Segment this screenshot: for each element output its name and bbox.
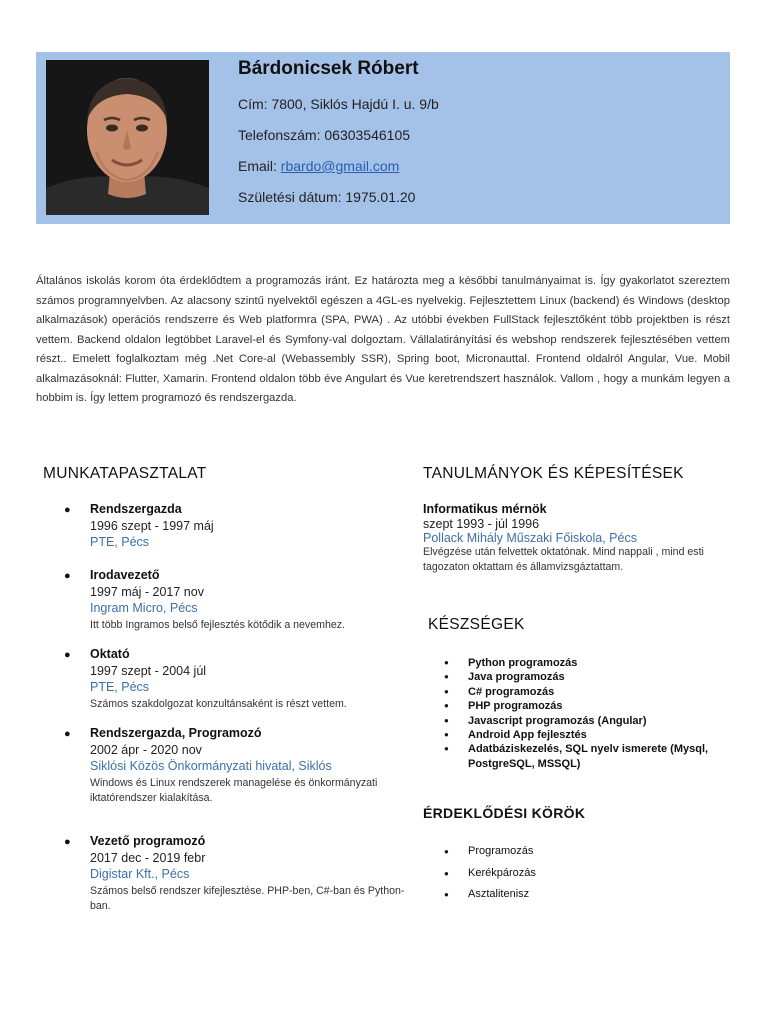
email-link[interactable]: rbardo@gmail.com <box>280 158 400 174</box>
job-title: Rendszergazda <box>90 502 182 516</box>
job-place: Ingram Micro, Pécs <box>90 601 198 615</box>
list-item: ● Android App fejlesztés <box>440 728 730 742</box>
bullet-icon: ● <box>64 836 71 848</box>
list-item: ● C# programozás <box>440 685 730 699</box>
job-title: Irodavezető <box>90 568 160 582</box>
person-name: Bárdonicsek Róbert <box>238 58 419 79</box>
skills-list <box>440 656 730 771</box>
list-item: ● Adatbáziskezelés, SQL nyelv ismerete (Mysql, PostgreSQL, MSSQL) <box>440 742 730 771</box>
job-dates: 2017 dec - 2019 febr <box>90 851 206 865</box>
job-description: Számos belső rendszer kifejlesztése. PHP-ben, C#-ban és Python-ban. <box>90 885 405 912</box>
bullet-icon: ● <box>64 570 71 582</box>
job-dates: 1997 szept - 2004 júl <box>90 664 207 678</box>
education-place: Pollack Mihály Műszaki Főiskola, Pécs <box>423 531 637 545</box>
experience-heading: MUNKATAPASZTALAT <box>43 465 207 482</box>
birth-date-line: Születési dátum: 1975.01.20 <box>238 189 416 205</box>
education-dates: szept 1993 - júl 1996 <box>423 517 540 531</box>
email-label: Email: <box>238 158 281 174</box>
education-description: Elvégzése után felvettek oktatónak. Mind nappali , mind esti tagozaton oktattam és államvizsgáztattam. <box>423 546 704 573</box>
degree-title: Informatikus mérnök <box>423 502 547 516</box>
job-dates: 1997 máj - 2017 nov <box>90 585 204 599</box>
profile-photo <box>46 60 209 215</box>
job-description: Itt több Ingramos belső fejlesztés kötődik a nevemhez. <box>90 619 345 631</box>
list-item: ● Asztalitenisz <box>440 884 730 906</box>
bullet-icon: ● <box>64 728 71 740</box>
phone-line: Telefonszám: 06303546105 <box>238 127 411 143</box>
education-heading: TANULMÁNYOK ÉS KÉPESÍTÉSEK <box>423 465 684 482</box>
job-title: Rendszergazda, Programozó <box>90 726 262 740</box>
header-panel <box>36 52 730 224</box>
job-place: PTE, Pécs <box>90 535 150 549</box>
list-item: ● PHP programozás <box>440 699 730 713</box>
job-title: Vezető programozó <box>90 834 206 848</box>
list-item: ● Programozás <box>440 841 730 863</box>
job-title: Oktató <box>90 647 130 661</box>
email-line <box>238 158 399 174</box>
list-item: ● Java programozás <box>440 670 730 684</box>
interests-heading: ÉRDEKLŐDÉSI KÖRÖK <box>423 805 586 821</box>
address-line: Cím: 7800, Siklós Hajdú I. u. 9/b <box>238 96 439 112</box>
list-item: ● Python programozás <box>440 656 730 670</box>
job-dates: 2002 ápr - 2020 nov <box>90 743 202 757</box>
job-description: Számos szakdolgozat konzultánsaként is részt vettem. <box>90 698 347 710</box>
job-place: PTE, Pécs <box>90 680 150 694</box>
job-dates: 1996 szept - 1997 máj <box>90 519 214 533</box>
bullet-icon: ● <box>64 504 71 516</box>
list-item: ● Kerékpározás <box>440 863 730 885</box>
skills-heading: KÉSZSÉGEK <box>428 616 525 633</box>
interests-list <box>440 841 730 906</box>
summary-paragraph: Általános iskolás korom óta érdeklődtem a programozás iránt. Ez határozta meg a későbbi tanulmányaimat is. Így gyakorlatot szereztem számos programnyelvben. Az alacsony szintű nyelvektől egészen a 4GL-es nyelvekig. Fejlesztettem Linux (backend) és Windows (desktop alkalmazások) operációs rendszerre és Web platformra (SPA, PWA) . Az utóbbi években FullStack fejlesztőként több projektben is részt vettem. Backend oldalon legtöbbet Laravel-el és Symfony-val dolgoztam. Vállalatirányítási és webshop rendszerek fejlesztésében vettem részt.. Emelett foglalkoztam még .Net Core-al (Webassembly SSR), Spring boot, Micronauttal. Frontend oldalról Angular, Vue. Mobil alkalmazásoknál: Flutter, Xamarin. Frontend oldalon több éve Angulart és Vue keretrendszert használok. Vallom , hogy a munkám legyen a hobbim is. Így lettem programozó és rendszergazda. <box>36 275 730 404</box>
education-item <box>423 502 723 574</box>
job-place: Digistar Kft., Pécs <box>90 867 190 881</box>
bullet-icon: ● <box>64 649 71 661</box>
list-item: ● Javascript programozás (Angular) <box>440 714 730 728</box>
job-place: Siklósi Közös Önkormányzati hivatal, Siklós <box>90 759 332 773</box>
job-description: Windows és Linux rendszerek managelése és önkormányzati iktatórendszer kialakítása. <box>90 777 378 804</box>
